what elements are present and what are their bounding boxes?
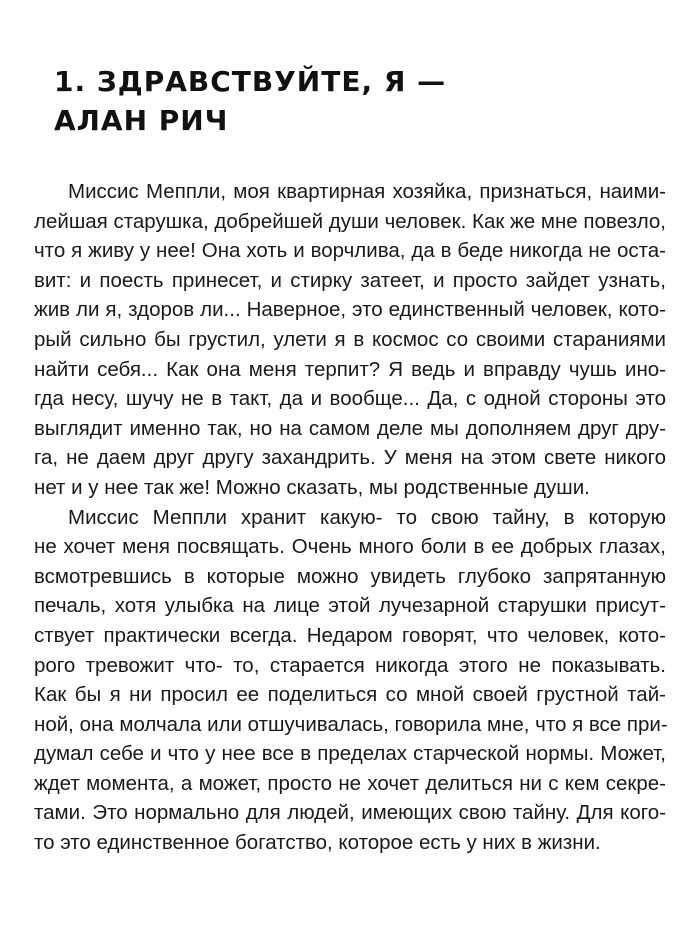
paragraph-2 xyxy=(34,503,666,858)
text-line: гда несу, шучу не в такт, да и вообще... Да, с одной стороны это xyxy=(34,387,666,411)
text-line: не хочет меня посвящать. Очень много боли в ее добрых глазах, xyxy=(34,535,666,559)
text-line: ствует практически всегда. Недаром говорят, что человек, кото- xyxy=(34,623,666,647)
text-line: найти себя... Как она меня терпит? Я ведь и вправду чушь ино- xyxy=(34,357,666,381)
text-line: нет и у нее так же! Можно сказать, мы родственные души. xyxy=(34,475,590,499)
text-line: что я живу у нее! Она хоть и ворчлива, да в беде никогда не оста- xyxy=(34,239,666,263)
text-line: рого тревожит что- то, старается никогда этого не показывать. xyxy=(34,653,666,677)
chapter-body xyxy=(34,177,666,858)
text-line: ной, она молчала или отшучивалась, говорила мне, что я все при- xyxy=(34,712,668,736)
text-line: лейшая старушка, добрейшей души человек. Как же мне повезло, xyxy=(34,209,666,233)
text-line: Миссис Меппли хранит какую- то свою тайну, в которую xyxy=(68,505,666,529)
text-line: рый сильно бы грустил, улети я в космос со своими стараниями xyxy=(34,327,666,351)
text-line: то это единственное богатство, которое есть у них в жизни. xyxy=(34,831,601,855)
text-line: жив ли я, здоров ли... Наверное, это единственный человек, кото- xyxy=(34,298,666,322)
text-line: думал себе и что у нее все в пределах старческой нормы. Может, xyxy=(34,742,666,766)
chapter-title xyxy=(34,62,666,140)
text-line: Как бы я ни просил ее поделиться со мной своей грустной тай- xyxy=(34,683,666,707)
text-line: печаль, хотя улыбка на лице этой лучезарной старушки присут- xyxy=(34,594,666,618)
chapter-title-line: 1. ЗДРАВСТВУЙТЕ, Я — xyxy=(54,65,447,98)
text-line: ждет момента, а может, просто не хочет делиться ни с кем секре- xyxy=(34,771,666,795)
text-line: всмотревшись в которые можно увидеть глубоко запрятанную xyxy=(34,564,666,588)
text-line: Миссис Меппли, моя квартирная хозяйка, признаться, наими- xyxy=(68,180,666,203)
book-page xyxy=(34,62,666,858)
paragraph-1 xyxy=(34,177,666,503)
chapter-title-line: АЛАН РИЧ xyxy=(54,104,229,137)
text-line: вит: и поесть принесет, и стирку затеет, и просто зайдет узнать, xyxy=(34,268,666,292)
text-line: га, не даем друг другу захандрить. У меня на этом свете никого xyxy=(34,446,666,470)
text-line: тами. Это нормально для людей, имеющих свою тайну. Для кого- xyxy=(34,801,666,825)
text-line: выглядит именно так, но на самом деле мы дополняем друг дру- xyxy=(34,416,666,440)
